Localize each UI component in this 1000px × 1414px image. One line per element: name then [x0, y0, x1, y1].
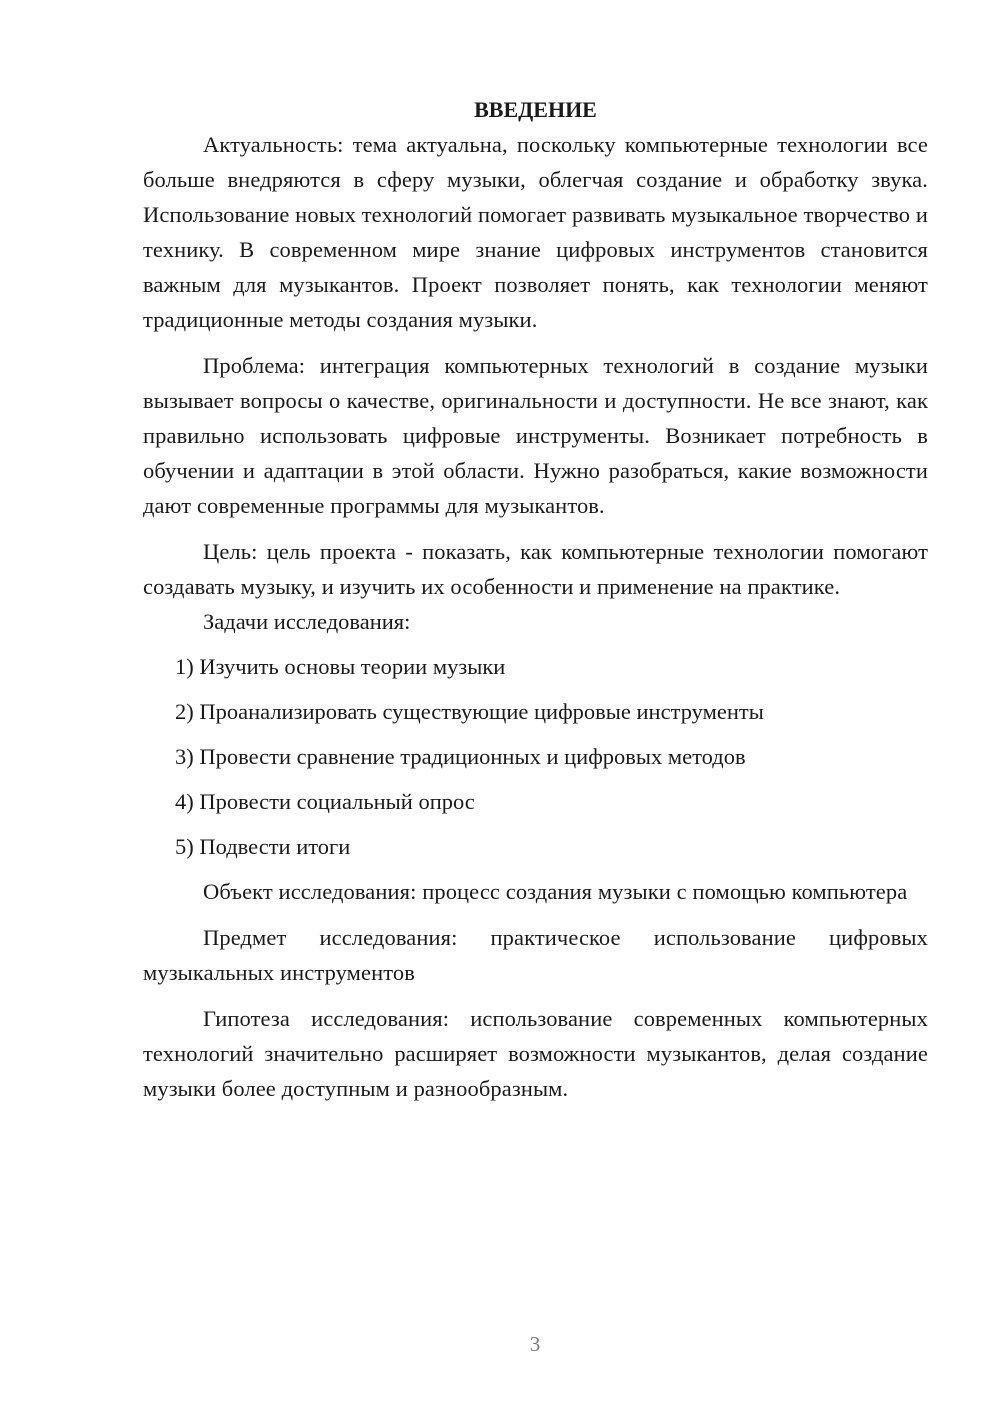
paragraph-goal: Цель: цель проекта - показать, как компьютерные технологии помогают создавать музыку, и изучить их особенности и применение на практике. — [143, 539, 928, 599]
list-item: 1) Изучить основы теории музыки — [175, 654, 506, 679]
list-item: 3) Провести сравнение традиционных и цифровых методов — [175, 744, 746, 769]
list-item: 4) Провести социальный опрос — [175, 789, 475, 814]
paragraph-subject: Предмет исследования: практическое использование цифровых музыкальных инструментов — [143, 925, 928, 985]
paragraph-relevance: Актуальность: тема актуальна, поскольку компьютерные технологии все больше внедряются в сферу музыки, облегчая создание и обработку звука. Использование новых технологий помогает развивать музыкальное творчество и технику. В современном мире знание цифровых инструментов становится важным для музыкантов. Проект позволяет понять, как технологии меняют традиционные методы создания музыки. — [143, 132, 928, 332]
paragraph-problem: Проблема: интеграция компьютерных технологий в создание музыки вызывает вопросы о качестве, оригинальности и доступности. Не все знают, как правильно использовать цифровые инструменты. Возникает потребность в обучении и адаптации в этой области. Нужно разобраться, какие возможности дают современные программы для музыкантов. — [143, 353, 928, 518]
list-item: 5) Подвести итоги — [175, 834, 351, 859]
list-item: 2) Проанализировать существующие цифровые инструменты — [175, 699, 764, 724]
page-title: ВВЕДЕНИЕ — [474, 97, 597, 122]
document-page — [143, 92, 928, 1106]
paragraph-object: Объект исследования: процесс создания музыки с помощью компьютера — [203, 879, 908, 904]
tasks-title: Задачи исследования: — [203, 609, 411, 634]
page-number: 3 — [529, 1332, 541, 1356]
tasks-list — [143, 649, 928, 864]
paragraph-hypothesis: Гипотеза исследования: использование современных компьютерных технологий значительно расширяет возможности музыкантов, делая создание музыки более доступным и разнообразным. — [143, 1006, 928, 1101]
